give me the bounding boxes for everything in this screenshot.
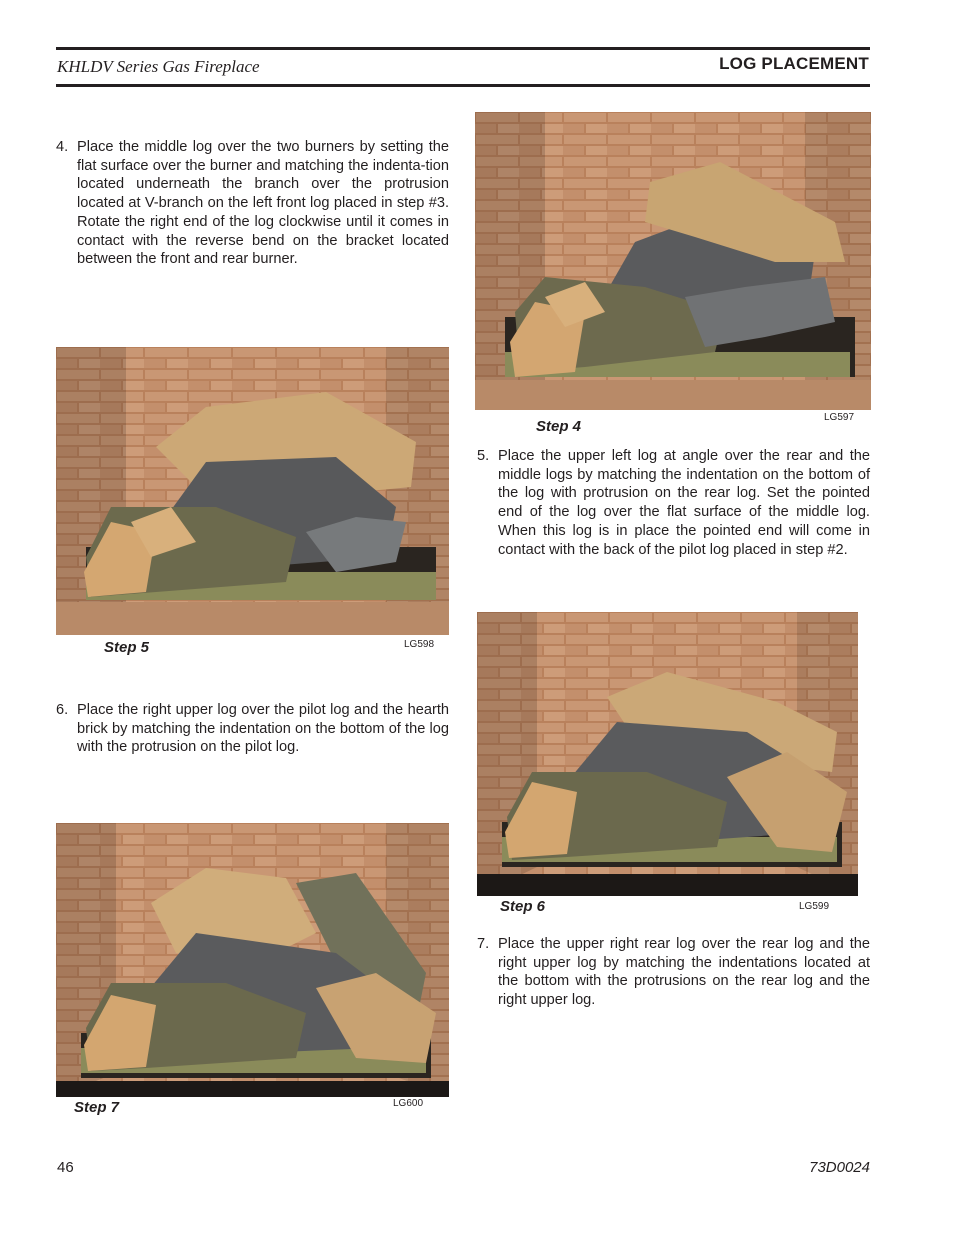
manual-title: KHLDV Series Gas Fireplace [57,57,260,76]
page-number: 46 [57,1159,74,1176]
step-text: Place the right upper log over the pilot log and the hearth brick by matching the indentation on the bottom of the log with the protrusion on the pilot log. [77,702,449,756]
photo-caption: Step 7 [74,1099,120,1116]
photo-step-5 [56,347,449,635]
instruction-step-6 [56,701,449,757]
figure-code: LG599 [799,901,830,912]
step-number: 6. [56,702,69,718]
photo-caption: Step 4 [536,418,582,435]
figure-code: LG598 [404,639,435,650]
header-rule-top [56,47,870,50]
photo-step-6 [477,612,858,896]
step-text: Place the upper left log at angle over the rear and the middle logs by matching the indentation on the bottom of the log with protrusion on the rear log. Set the pointed end of the log over the flat surface of the middle log. When this log is in place the pointed end will come in contact with the back of the pilot log placed in step #2. [498,448,870,558]
photo-caption: Step 5 [104,639,150,656]
instruction-step-7 [477,935,870,1010]
photo-caption: Step 6 [500,898,546,915]
photo-step-7 [56,823,449,1097]
figure-code: LG597 [824,412,855,423]
fireplace-logs-image [56,823,449,1097]
header-rule-bottom [56,84,870,87]
photo-step-4 [475,112,871,410]
fireplace-logs-image [475,112,871,410]
fireplace-logs-image [56,347,449,635]
step-number: 7. [477,936,490,952]
section-title: LOG PLACEMENT [719,54,869,73]
step-number: 5. [477,448,490,464]
document-number: 73D0024 [809,1159,870,1176]
step-text: Place the upper right rear log over the rear log and the right upper log by matching the indentations located at the bottom with the protrusions on the rear log and the right upper log. [498,936,870,1009]
step-number: 4. [56,139,69,155]
fireplace-logs-image [477,612,858,896]
instruction-step-4 [56,138,449,269]
step-text: Place the middle log over the two burners by setting the flat surface over the burner and matching the indenta-tion located underneath the branch over the protrusion located at V-branch on the left front log placed in step #3. Rotate the right end of the log clockwise until it comes in contact with the reverse bend on the bracket located between the front and rear burner. [77,139,449,268]
figure-code: LG600 [393,1098,424,1109]
instruction-step-5 [477,447,870,559]
